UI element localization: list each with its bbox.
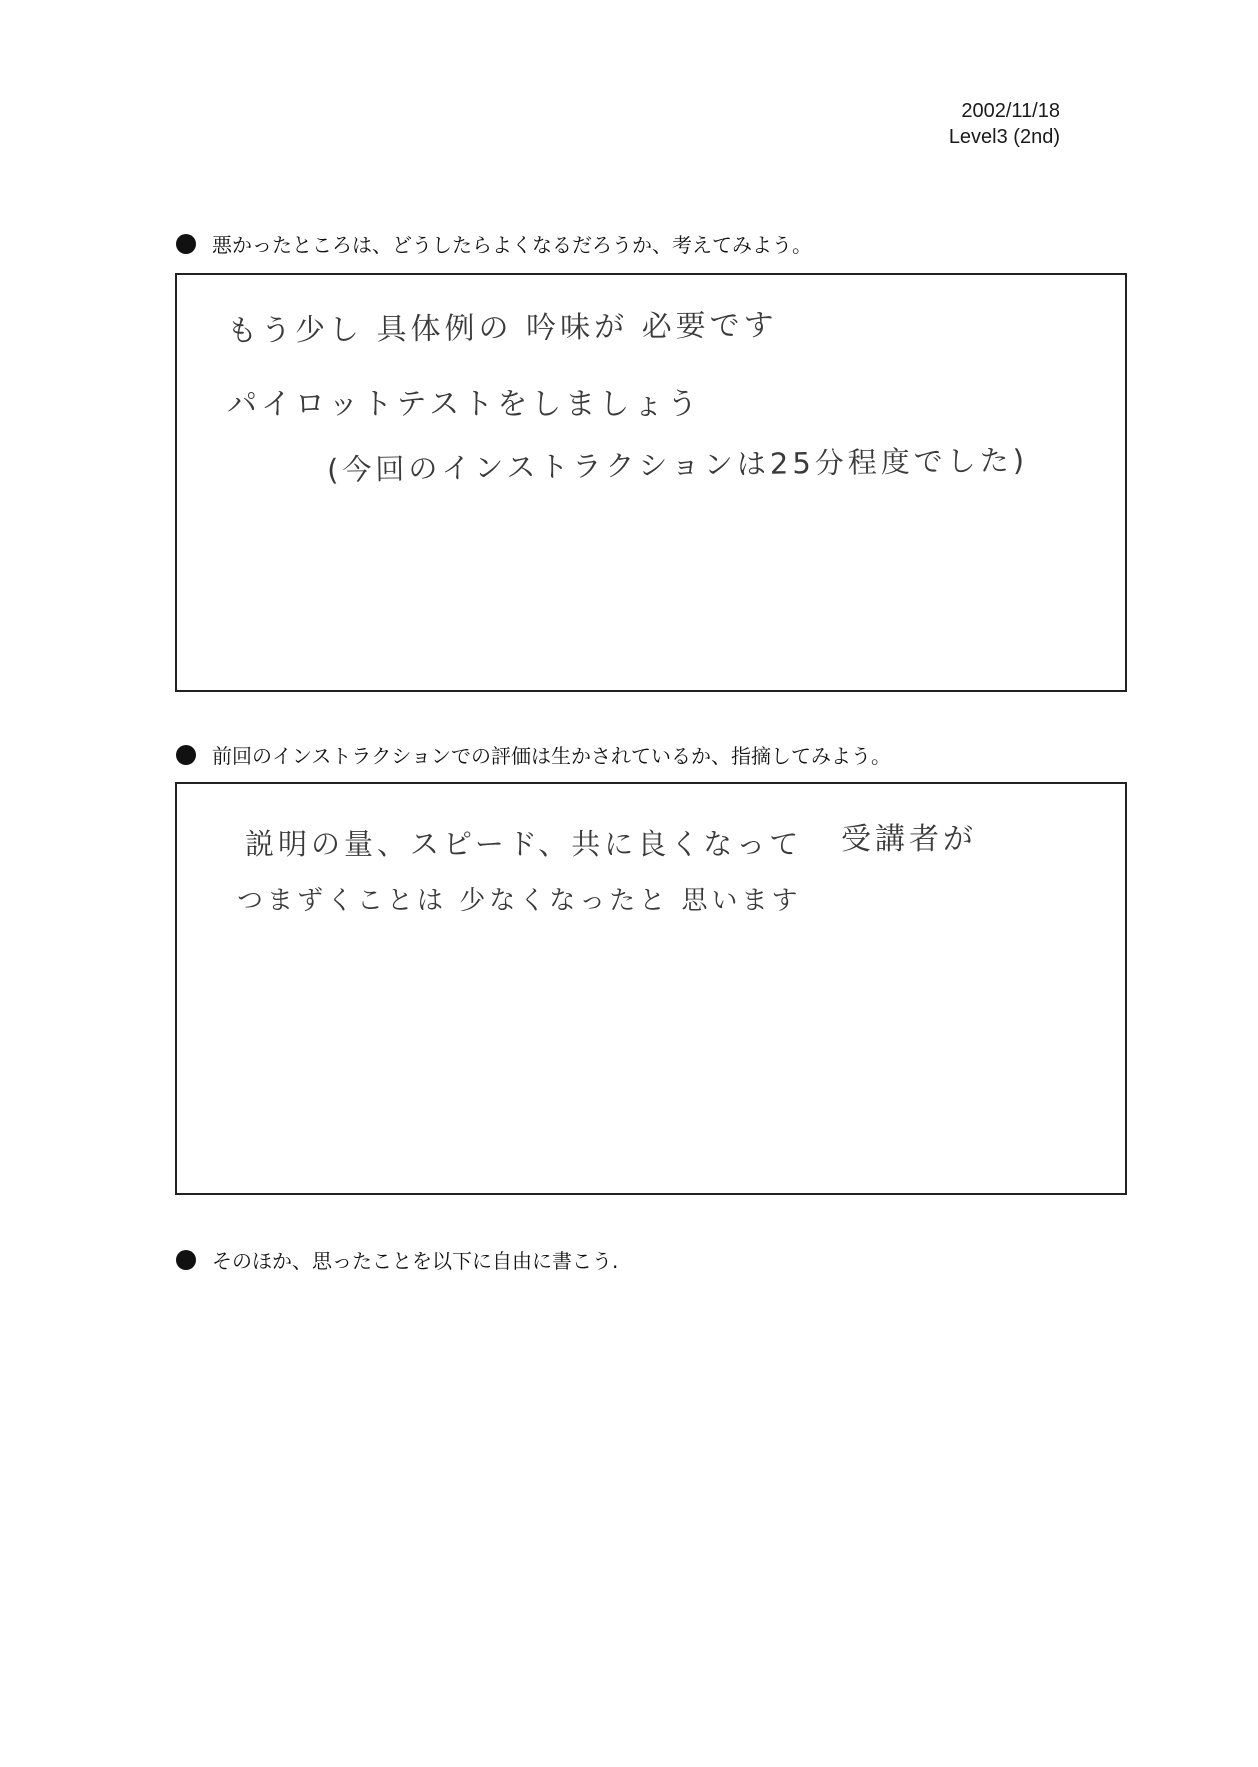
question-2-text: 前回のインストラクションでの評価は生かされているか、指摘してみよう。 [212, 744, 891, 768]
answer-1-line-1: もう少し 具体例の 吟味が 必要です [226, 308, 778, 349]
question-2 [176, 740, 891, 769]
bullet-icon [176, 745, 196, 765]
question-1 [176, 229, 812, 258]
answer-box-2 [175, 782, 1127, 1195]
answer-2-line-1: 説明の量、スピード、共に良くなって [245, 827, 803, 861]
question-3-text: そのほか、思ったことを以下に自由に書こう. [212, 1249, 619, 1273]
answer-2-line-2: 受講者が [841, 822, 977, 857]
answer-2-line-3: つまずくことは 少なくなったと 思います [237, 886, 802, 916]
question-1-text: 悪かったところは、どうしたらよくなるだろうか、考えてみよう。 [212, 233, 812, 257]
bullet-icon [176, 234, 196, 254]
answer-1-line-2: パイロットテストをしましょう [227, 387, 702, 422]
date-label: 2002/11/18 [961, 100, 1060, 122]
document-header [949, 98, 1060, 150]
question-3 [176, 1245, 618, 1274]
answer-box-1 [175, 273, 1127, 692]
answer-1-line-3: (今回のインストラクションは25分程度でした) [326, 443, 1029, 487]
bullet-icon [176, 1250, 196, 1270]
level-label: Level3 (2nd) [948, 126, 1060, 148]
